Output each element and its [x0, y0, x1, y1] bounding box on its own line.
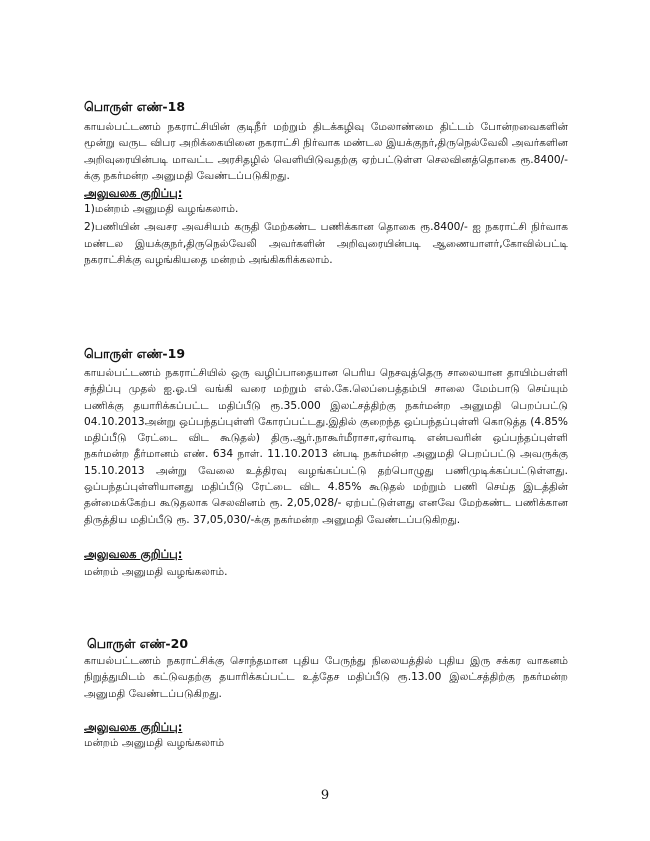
- office-note-title: அலுவலக குறிப்பு:: [84, 186, 183, 201]
- office-note-line: 2)பணியின் அவசர அவசியம் கருதி மேற்கண்ட பணிக்கான தொகை ரூ.8400/- ஐ நகராட்சி நிர்வாக மண்டல இயக்குநர்,திருநெல்வேலி அவர்களின் அறிவுரையின்படி ஆணையாளர்,கோவில்பட்டி நகராட்சிக்கு வழங்கியதை மன்றம் அங்கிகரிக்கலாம்.: [84, 221, 568, 267]
- office-note-line: 1)மன்றம் அனுமதி வழங்கலாம்.: [84, 203, 239, 216]
- item-20: [84, 636, 568, 751]
- item-heading: பொருள் எண்-19: [84, 346, 186, 361]
- item-heading: பொருள் எண்-20: [87, 636, 189, 651]
- office-note-title: அலுவலக குறிப்பு:: [84, 546, 183, 561]
- item-text: காயல்பட்டணம் நகராட்சிக்கு சொந்தமான புதிய பேருந்து நிலையத்தில் புதிய இரு சக்கர வாகனம் நிறுத்துமிடம் கட்டுவதற்கு தயாரிக்கப்பட்ட உத்தேச மதிப்பீடு ரூ.13.00 இலட்சத்திற்கு நகர்மன்ற அனுமதி வேண்டப்படுகிறது.: [84, 655, 568, 700]
- office-note-title: அலுவலக குறிப்பு:: [84, 719, 183, 734]
- page-number: 9: [320, 788, 330, 803]
- item-19: [84, 346, 568, 580]
- office-note-line: மன்றம் அனுமதி வழங்கலாம்.: [84, 565, 228, 578]
- item-text: காயல்பட்டணம் நகராட்சியின் குடிநீர் மற்றும் திடக்கழிவு மேலாண்மை திட்டம் போன்றவைகளின் மூன்று வருட விபர அறிக்கையினை நகராட்சி நிர்வாக மண்டல இயக்குநர்,திருநெல்வேலி அவர்களின அறிவுரையின்படி மாவட்ட அரசிதழில் வெளியிடுவதற்கு ஏற்பட்டுள்ள செலவினத்தொகை ரூ.8400/-க்கு நகர்மன்ற அனுமதி வேண்டப்படுகிறது.: [84, 121, 568, 182]
- item-18: [84, 99, 568, 268]
- item-heading: பொருள் எண்-18: [84, 99, 186, 114]
- item-text: காயல்பட்டணம் நகராட்சியில் ஒரு வழிப்பாதையான பெரிய நெசவுத்தெரு சாலையான தாயிம்பள்ளி சந்திப்பு முதல் ஐ.ஓ.பி வங்கி வரை மற்றும் எல்.கே.லெப்பைத்தம்பி சாலை மேம்பாடு செய்யும் பணிக்கு தயாரிக்கப்பட்ட மதிப்பீடு ரூ.35.000 இலட்சத்திற்கு நகர்மன்ற அனுமதி பெறப்பட்டு 04.10.2013அன்று ஒப்பந்தப்புள்ளி கோரப்பட்டது.இதில் குறைந்த ஒப்பந்தப்புள்ளி கொடுத்த (4.85% மதிப்பீடு ரேட்டை விட கூடுதல்) திரு.ஆர்.நாகூர்மீராசா,ஏர்வாடி என்பவரின் ஒப்பந்தப்புள்ளி நகர்மன்ற தீர்மானம் எண். 634 நாள். 11.10.2013 ன்படி நகர்மன்ற அனுமதி பெறப்பட்டு அவருக்கு 15.10.2013 அன்று வேலை உத்திரவு வழங்கப்பட்டு தற்பொழுது பணிமுடிக்கப்பட்டுள்ளது. ஒப்பந்தப்புள்ளியானது மதிப்பீடு ரேட்டை விட 4.85% கூடுதல் மற்றும் பணி செய்த இடத்தின் தன்மைக்கேற்ப கூடுதலாக செலவினம் ரூ. 2,05,028/- ஏற்பட்டுள்ளது எனவே மேற்கண்ட பணிக்கான திருத்திய மதிப்பீடு ரூ. 37,05,030/-க்கு நகர்மன்ற அனுமதி வேண்டப்படுகிறது.: [84, 367, 568, 526]
- office-note-line: மன்றம் அனுமதி வழங்கலாம்: [84, 736, 225, 749]
